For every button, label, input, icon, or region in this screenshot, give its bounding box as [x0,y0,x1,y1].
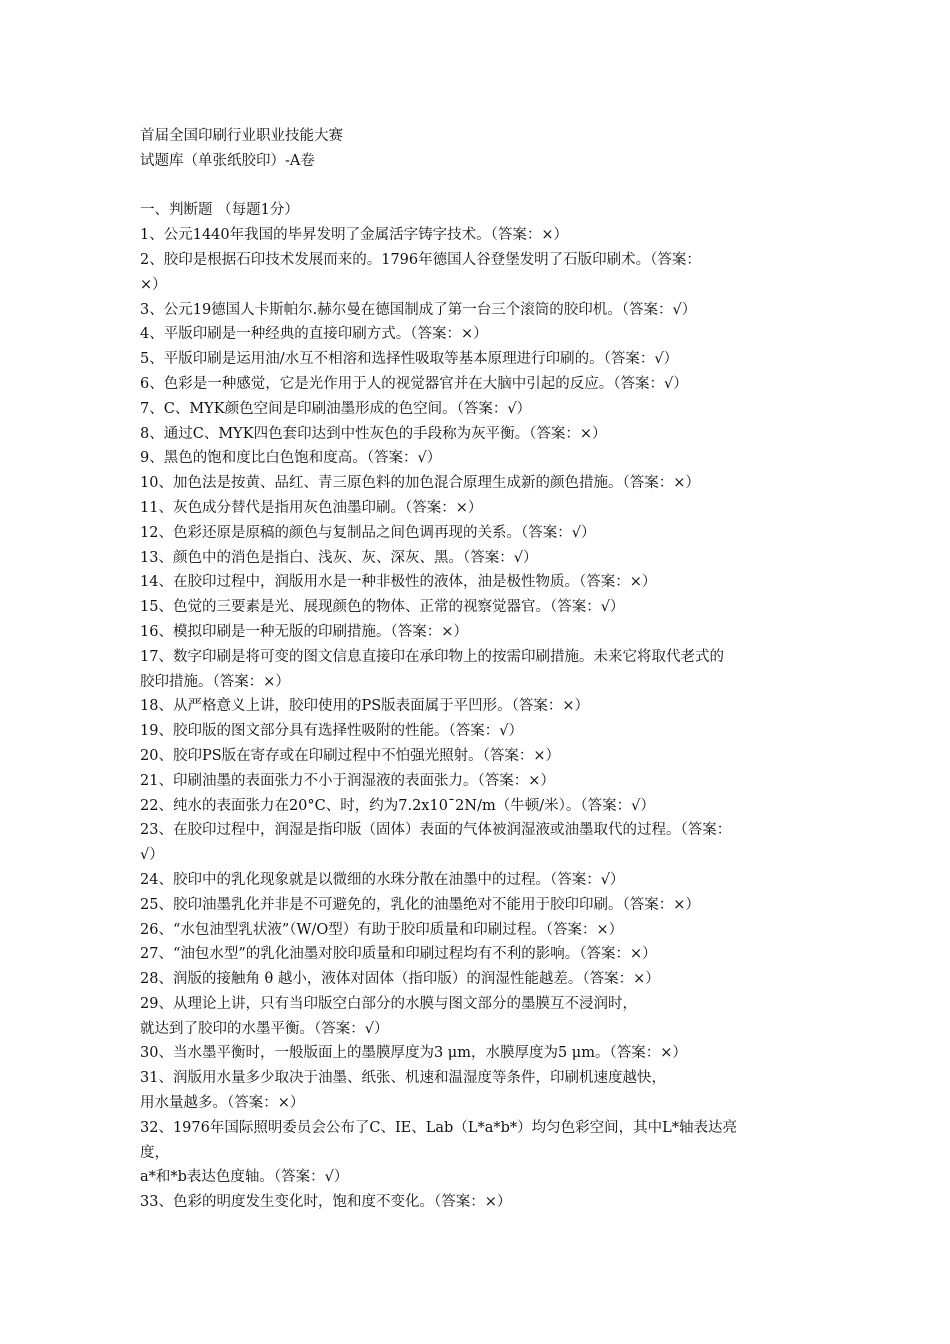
question-line: 23、在胶印过程中，润湿是指印版（固体）表面的气体被润湿液或油墨取代的过程。（答案： [140,822,732,839]
question-line: 16、模拟印刷是一种无版的印刷措施。（答案：×） [140,623,468,640]
question-line: 19、胶印版的图文部分具有选择性吸附的性能。（答案：√） [140,723,523,740]
question-line: 24、胶印中的乳化现象就是以微细的水珠分散在油墨中的过程。（答案：√） [140,871,625,888]
question-line: a*和*b表达色度轴。（答案：√） [140,1169,349,1186]
question-line: 9、黑色的饱和度比白色饱和度高。（答案：√） [140,450,442,467]
question-line: 29、从理论上讲，只有当印版空白部分的水膜与图文部分的墨膜互不浸润时， [140,995,637,1012]
question-line: 11、灰色成分替代是指用灰色油墨印刷。（答案：×） [140,499,483,516]
question-line: 21、印刷油墨的表面张力不小于润湿液的表面张力。（答案：×） [140,772,555,789]
section-heading: 一、判断题 （每题1分） [140,202,299,219]
question-line: 32、1976年国际照明委员会公布了C、IE、Lab（L*a*b*）均匀色彩空间，其中L*轴表达亮 [140,1119,737,1136]
question-line: 8、通过C、MYK四色套印达到中性灰色的手段称为灰平衡。（答案：×） [140,425,607,442]
blank-line [140,174,830,199]
question-line: 13、颜色中的消色是指白、浅灰、灰、深灰、黑。（答案：√） [140,549,538,566]
question-line: 20、胶印PS版在寄存或在印刷过程中不怕强光照射。（答案：×） [140,747,561,764]
question-line: 25、胶印油墨乳化并非是不可避免的，乳化的油墨绝对不能用于胶印印刷。（答案：×） [140,896,700,913]
question-line: 6、色彩是一种感觉，它是光作用于人的视觉器官并在大脑中引起的反应。（答案：√） [140,375,688,392]
question-line: 5、平版印刷是运用油/水互不相溶和选择性吸取等基本原理进行印刷的。（答案：√） [140,351,679,368]
question-line: 15、色觉的三要素是光、展现颜色的物体、正常的视察觉器官。（答案：√） [140,599,625,616]
question-line: 10、加色法是按黄、品红、青三原色料的加色混合原理生成新的颜色措施。（答案：×） [140,475,700,492]
question-line: 18、从严格意义上讲，胶印使用的PS版表面属于平凹形。（答案：×） [140,698,590,715]
question-line: 30、当水墨平衡时，一般版面上的墨膜厚度为3 μm，水膜厚度为5 μm。（答案：×） [140,1045,687,1062]
question-line: 3、公元19德国人卡斯帕尔.赫尔曼在德国制成了第一台三个滚筒的胶印机。（答案：√） [140,301,697,318]
question-line: 26、“水包油型乳状液”（W/O型）有助于胶印质量和印刷过程。（答案：×） [140,921,624,938]
question-line: 31、润版用水量多少取决于油墨、纸张、机速和温湿度等条件，印刷机速度越快， [140,1070,666,1087]
question-line: 胶印措施。（答案：×） [140,673,290,690]
question-line: 22、纯水的表面张力在20°C、时，约为7.2x10ˉ2N/m（牛顿/米）。（答案：√） [140,797,655,814]
question-line: 就达到了胶印的水墨平衡。（答案：√） [140,1020,389,1037]
question-line: √） [140,847,164,864]
question-line: 28、润版的接触角 θ 越小，液体对固体（指印版）的润湿性能越差。（答案：×） [140,971,660,988]
question-line: 33、色彩的明度发生变化时，饱和度不变化。（答案：×） [140,1194,512,1211]
question-line: 4、平版印刷是一种经典的直接印刷方式。（答案：×） [140,326,488,343]
question-line: 度， [140,1144,169,1161]
question-line: 用水量越多。（答案：×） [140,1095,305,1112]
question-line: 2、胶印是根据石印技术发展而来的。1796年德国人谷登堡发明了石版印刷术。（答案： [140,251,701,268]
question-line: 12、色彩还原是原稿的颜色与复制品之间色调再现的关系。（答案：√） [140,524,596,541]
question-line: 1、公元1440年我国的毕昇发明了金属活字铸字技术。（答案：×） [140,227,569,244]
document-title: 首届全国印刷行业职业技能大赛 [140,128,343,144]
question-list [140,223,830,1215]
question-line: 14、在胶印过程中，润版用水是一种非极性的液体，油是极性物质。（答案：×） [140,574,657,591]
document-subtitle: 试题库（单张纸胶印）-A卷 [140,152,315,169]
document-page [140,124,830,1215]
question-line: 27、“油包水型”的乳化油墨对胶印质量和印刷过程均有不利的影响。（答案：×） [140,946,657,963]
question-line: 17、数字印刷是将可变的图文信息直接印在承印物上的按需印刷措施。未来它将取代老式的 [140,648,724,665]
question-line: 7、C、MYK颜色空间是印刷油墨形成的色空间。（答案：√） [140,400,532,417]
question-line: ×） [140,276,167,293]
